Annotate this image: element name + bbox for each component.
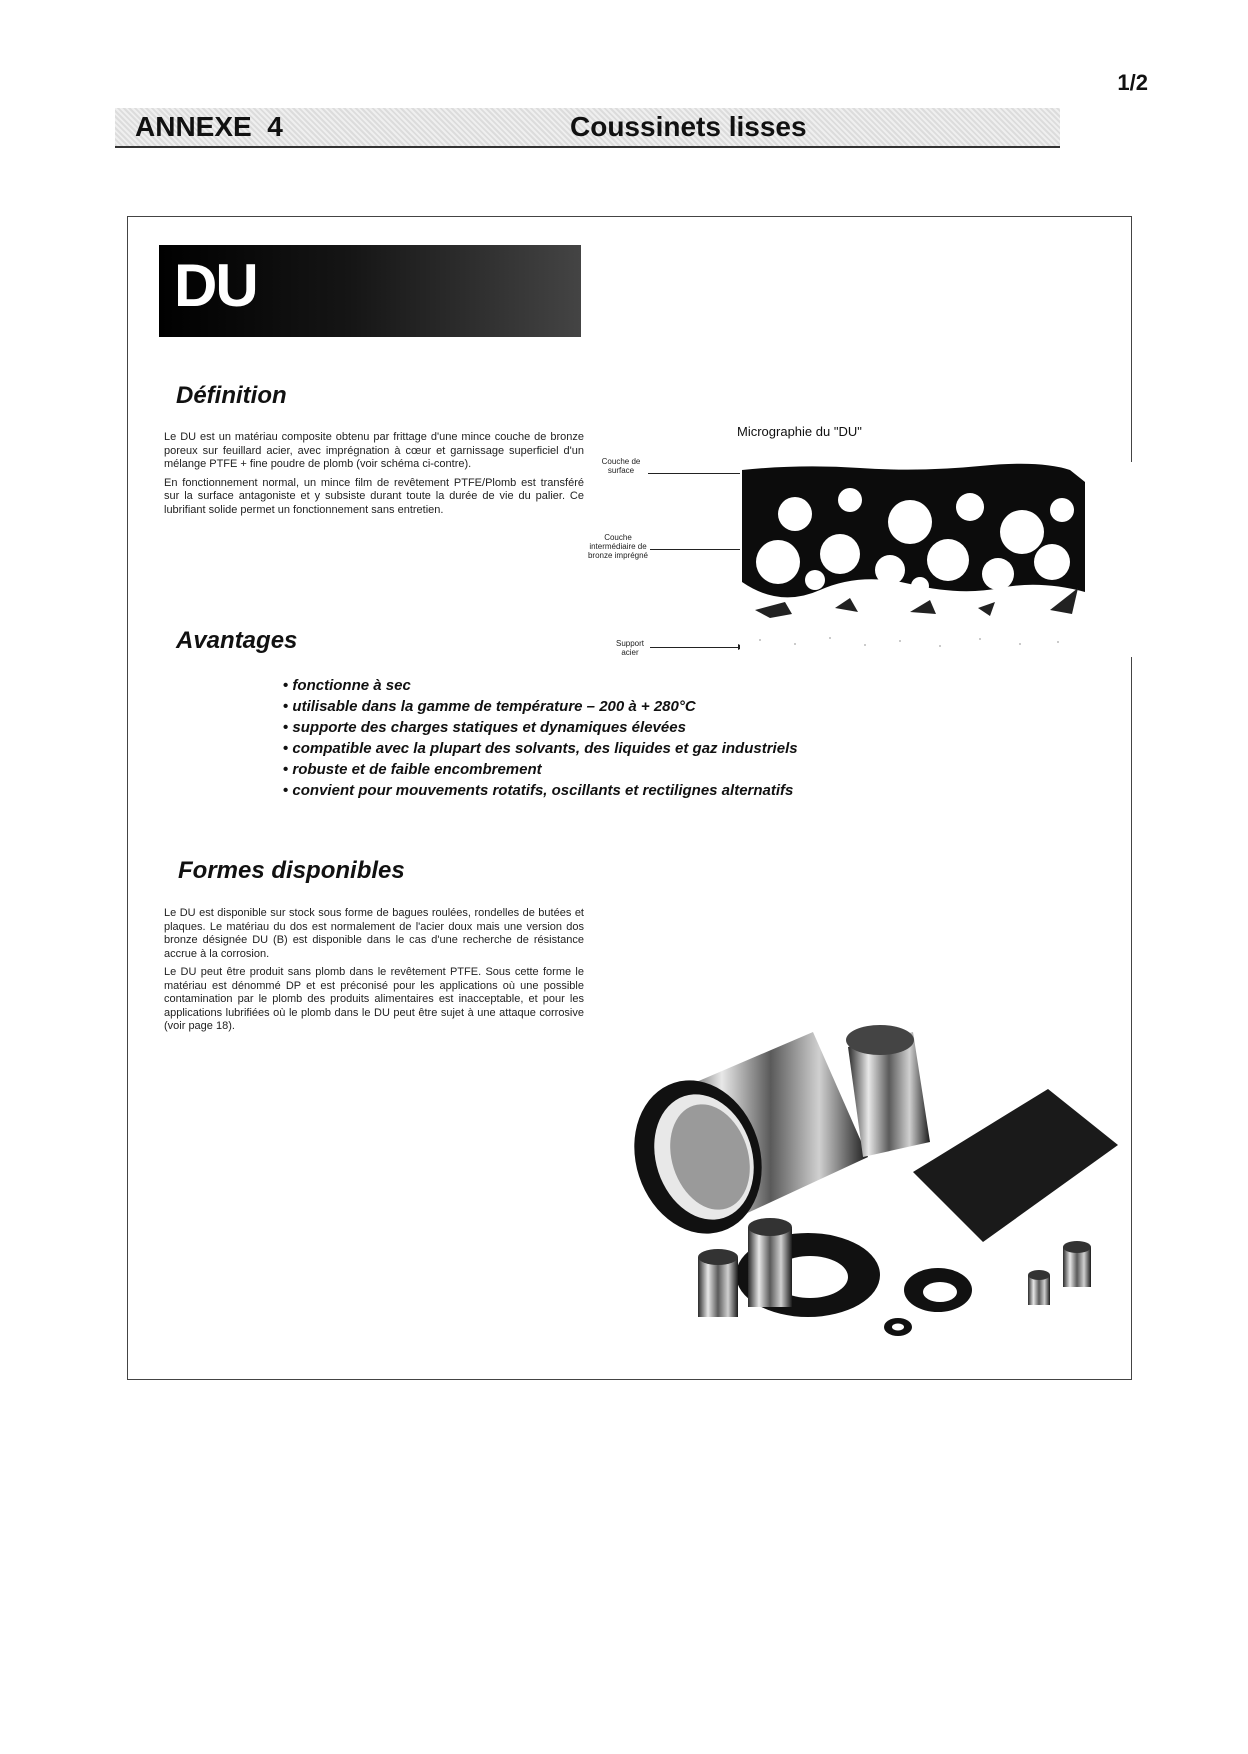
avantage-item: • convient pour mouvements rotatifs, oscillants et rectilignes alternatifs — [283, 780, 798, 801]
definition-title: Définition — [176, 382, 287, 409]
avantage-item: • supporte des charges statiques et dynamiques élevées — [283, 717, 798, 738]
layer-label-surface: Couche de surface — [601, 457, 641, 475]
layer-arrow-surface — [648, 473, 748, 474]
formes-title: Formes disponibles — [178, 857, 405, 884]
avantage-item: • utilisable dans la gamme de température – 200 à + 280°C — [283, 696, 798, 717]
definition-paragraph: Le DU est un matériau composite obtenu par frittage d'une mince couche de bronze poreux sur feuillard acier, avec imprégnation à cœur et garnissage superficiel d'un mélange PTFE + fine poudre de plomb (voir schéma ci-contre). — [164, 431, 584, 470]
du-banner — [159, 245, 581, 337]
definition-paragraph: En fonctionnement normal, un mince film de revêtement PTFE/Plomb est transféré sur la surface antagoniste et y subsiste durant toute la durée de vie du palier. Ce lubrifiant solide permet un fonctionnement sans entretien. — [164, 476, 584, 516]
micrograph-image — [740, 462, 1145, 657]
bearing-products-photo — [578, 1007, 1138, 1377]
micrograph-caption: Micrographie du "DU" — [737, 424, 862, 439]
layer-label-intermediate: Couche intermédiaire de bronze imprégné — [587, 533, 649, 560]
avantages-list — [283, 675, 798, 801]
layer-arrow-intermediate — [650, 549, 748, 550]
header-title: Coussinets lisses — [570, 111, 807, 142]
annex-header-bar — [115, 108, 1060, 148]
content-frame — [127, 216, 1132, 1380]
layer-label-support: Support acier — [615, 639, 645, 657]
formes-paragraph: Le DU peut être produit sans plomb dans le revêtement PTFE. Sous cette forme le matériau est dénommé DP et est préconisé pour les applications où une possible contamination par le plomb des produits alimentaires est inacceptable, et pour les applications lubrifiées où le plomb dans le DU peut être sujet à une attaque corrosive (voir page 18). — [164, 966, 584, 1032]
page-number: 1/2 — [1117, 70, 1148, 95]
annex-label: ANNEXE 4 — [135, 111, 283, 142]
avantage-item: • compatible avec la plupart des solvants, des liquides et gaz industriels — [283, 738, 798, 759]
definition-text — [164, 431, 584, 522]
du-banner-label: DU — [174, 252, 257, 319]
formes-text — [164, 907, 584, 1039]
avantages-title: Avantages — [176, 627, 298, 654]
layer-arrow-support — [650, 647, 740, 648]
formes-paragraph: Le DU est disponible sur stock sous forme de bagues roulées, rondelles de butées et plaques. Le matériau du dos est normalement de l'acier doux mais une version dos bronze désignée DU (B) est disponible dans le cas d'une recherche de résistance accrue à la corrosion. — [164, 907, 584, 960]
avantage-item: • robuste et de faible encombrement — [283, 759, 798, 780]
avantage-item: • fonctionne à sec — [283, 675, 798, 696]
